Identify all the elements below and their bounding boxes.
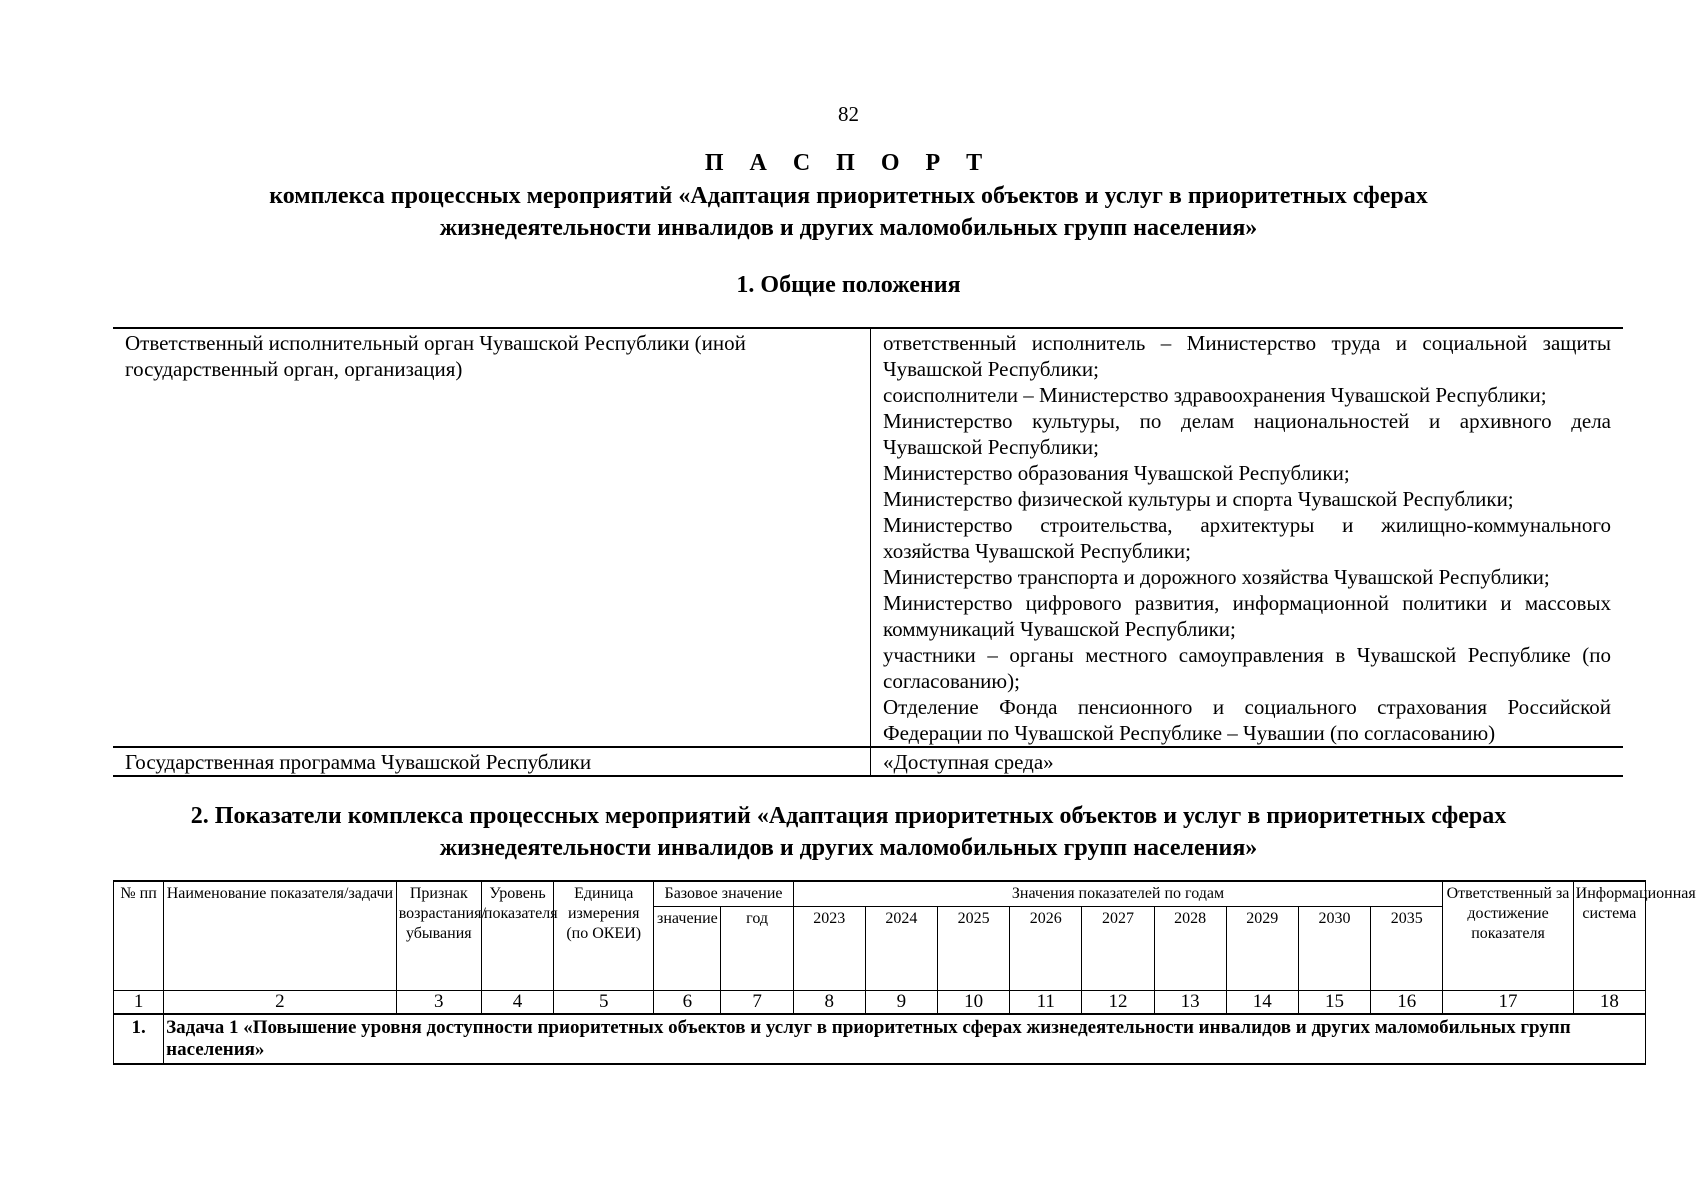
column-number: 1 bbox=[114, 991, 164, 1015]
header-year: 2030 bbox=[1298, 907, 1370, 991]
column-number: 17 bbox=[1443, 991, 1573, 1015]
header-sign: Признак возрастания/ убывания bbox=[396, 881, 481, 991]
column-number: 2 bbox=[164, 991, 397, 1015]
value-line: участники – органы местного самоуправления в Чувашской Республике (по согласованию); bbox=[883, 643, 1611, 693]
header-no: № пп bbox=[114, 881, 164, 991]
value-line: соисполнители – Министерство здравоохранения Чувашской Республики; bbox=[883, 383, 1547, 407]
column-number: 12 bbox=[1082, 991, 1154, 1015]
row-label: Ответственный исполнительный орган Чувашской Республики (иной государственный орган, организация) bbox=[113, 328, 871, 747]
header-year: 2027 bbox=[1082, 907, 1154, 991]
row-value: «Доступная среда» bbox=[871, 747, 1624, 776]
task-row bbox=[114, 1014, 1646, 1064]
header-year: 2029 bbox=[1226, 907, 1298, 991]
header-year: 2023 bbox=[793, 907, 865, 991]
column-number: 5 bbox=[554, 991, 654, 1015]
header-year: 2026 bbox=[1010, 907, 1082, 991]
task-number: 1. bbox=[114, 1014, 164, 1064]
passport-title: П А С П О Р Т bbox=[704, 150, 993, 176]
column-number: 10 bbox=[938, 991, 1010, 1015]
column-number-row bbox=[114, 991, 1646, 1015]
indicators-table bbox=[113, 880, 1696, 1065]
passport-subtitle: комплекса процессных мероприятий «Адаптация приоритетных объектов и услуг в приоритетных сферах жизнедеятельности инвалидов и других маломобильных групп населения» bbox=[269, 183, 1428, 241]
header-base-value: значение bbox=[654, 907, 721, 991]
value-line: Министерство образования Чувашской Республики; bbox=[883, 461, 1350, 485]
general-row bbox=[113, 747, 1623, 776]
column-number: 8 bbox=[793, 991, 865, 1015]
column-number: 13 bbox=[1154, 991, 1226, 1015]
value-line: Министерство физической культуры и спорта Чувашской Республики; bbox=[883, 487, 1514, 511]
value-line: Отделение Фонда пенсионного и социального страхования Российской Федерации по Чувашской Республике – Чувашии (по согласованию) bbox=[883, 695, 1611, 745]
column-number: 18 bbox=[1573, 991, 1645, 1015]
task-text: Задача 1 «Повышение уровня доступности приоритетных объектов и услуг в приоритетных сферах жизнедеятельности инвалидов и других маломобильных групп населения» bbox=[164, 1014, 1646, 1064]
section2-heading: 2. Показатели комплекса процессных мероприятий «Адаптация приоритетных объектов и услуг в приоритетных сферах жизнедеятельности инвалидов и других маломобильных групп населения» bbox=[190, 803, 1507, 861]
header-info-system: Информационная система bbox=[1573, 881, 1645, 991]
column-number: 4 bbox=[481, 991, 553, 1015]
column-number: 11 bbox=[1010, 991, 1082, 1015]
header-responsible: Ответственный за достижение показателя bbox=[1443, 881, 1573, 991]
row-label: Государственная программа Чувашской Республики bbox=[113, 747, 871, 776]
column-number: 16 bbox=[1371, 991, 1443, 1015]
general-row bbox=[113, 328, 1623, 747]
value-line: Министерство транспорта и дорожного хозяйства Чувашской Республики; bbox=[883, 565, 1550, 589]
column-number: 15 bbox=[1298, 991, 1370, 1015]
column-number: 14 bbox=[1226, 991, 1298, 1015]
value-line: Министерство цифрового развития, информационной политики и массовых коммуникаций Чувашской Республики; bbox=[883, 591, 1611, 641]
header-level: Уровень показателя bbox=[481, 881, 553, 991]
column-number: 7 bbox=[721, 991, 793, 1015]
section1-heading: 1. Общие положения bbox=[736, 272, 961, 298]
column-number: 3 bbox=[396, 991, 481, 1015]
column-number: 9 bbox=[865, 991, 937, 1015]
header-year: 2024 bbox=[865, 907, 937, 991]
value-line: ответственный исполнитель – Министерство труда и социальной защиты Чувашской Республики; bbox=[883, 331, 1611, 381]
header-year: 2025 bbox=[938, 907, 1010, 991]
header-base-year: год bbox=[721, 907, 793, 991]
header-years-group: Значения показателей по годам bbox=[793, 881, 1443, 907]
general-provisions-table bbox=[113, 327, 1623, 777]
header-unit: Единица измерения (по ОКЕИ) bbox=[554, 881, 654, 991]
value-line: Министерство строительства, архитектуры и жилищно-коммунального хозяйства Чувашской Республики; bbox=[883, 513, 1611, 563]
value-line: Министерство культуры, по делам национальностей и архивного дела Чувашской Республики; bbox=[883, 409, 1611, 459]
header-name: Наименование показателя/задачи bbox=[164, 881, 397, 991]
header-year: 2028 bbox=[1154, 907, 1226, 991]
row-value bbox=[871, 328, 1624, 747]
header-year: 2035 bbox=[1371, 907, 1443, 991]
page-number: 82 bbox=[838, 102, 859, 126]
column-number: 6 bbox=[654, 991, 721, 1015]
header-base: Базовое значение bbox=[654, 881, 793, 907]
